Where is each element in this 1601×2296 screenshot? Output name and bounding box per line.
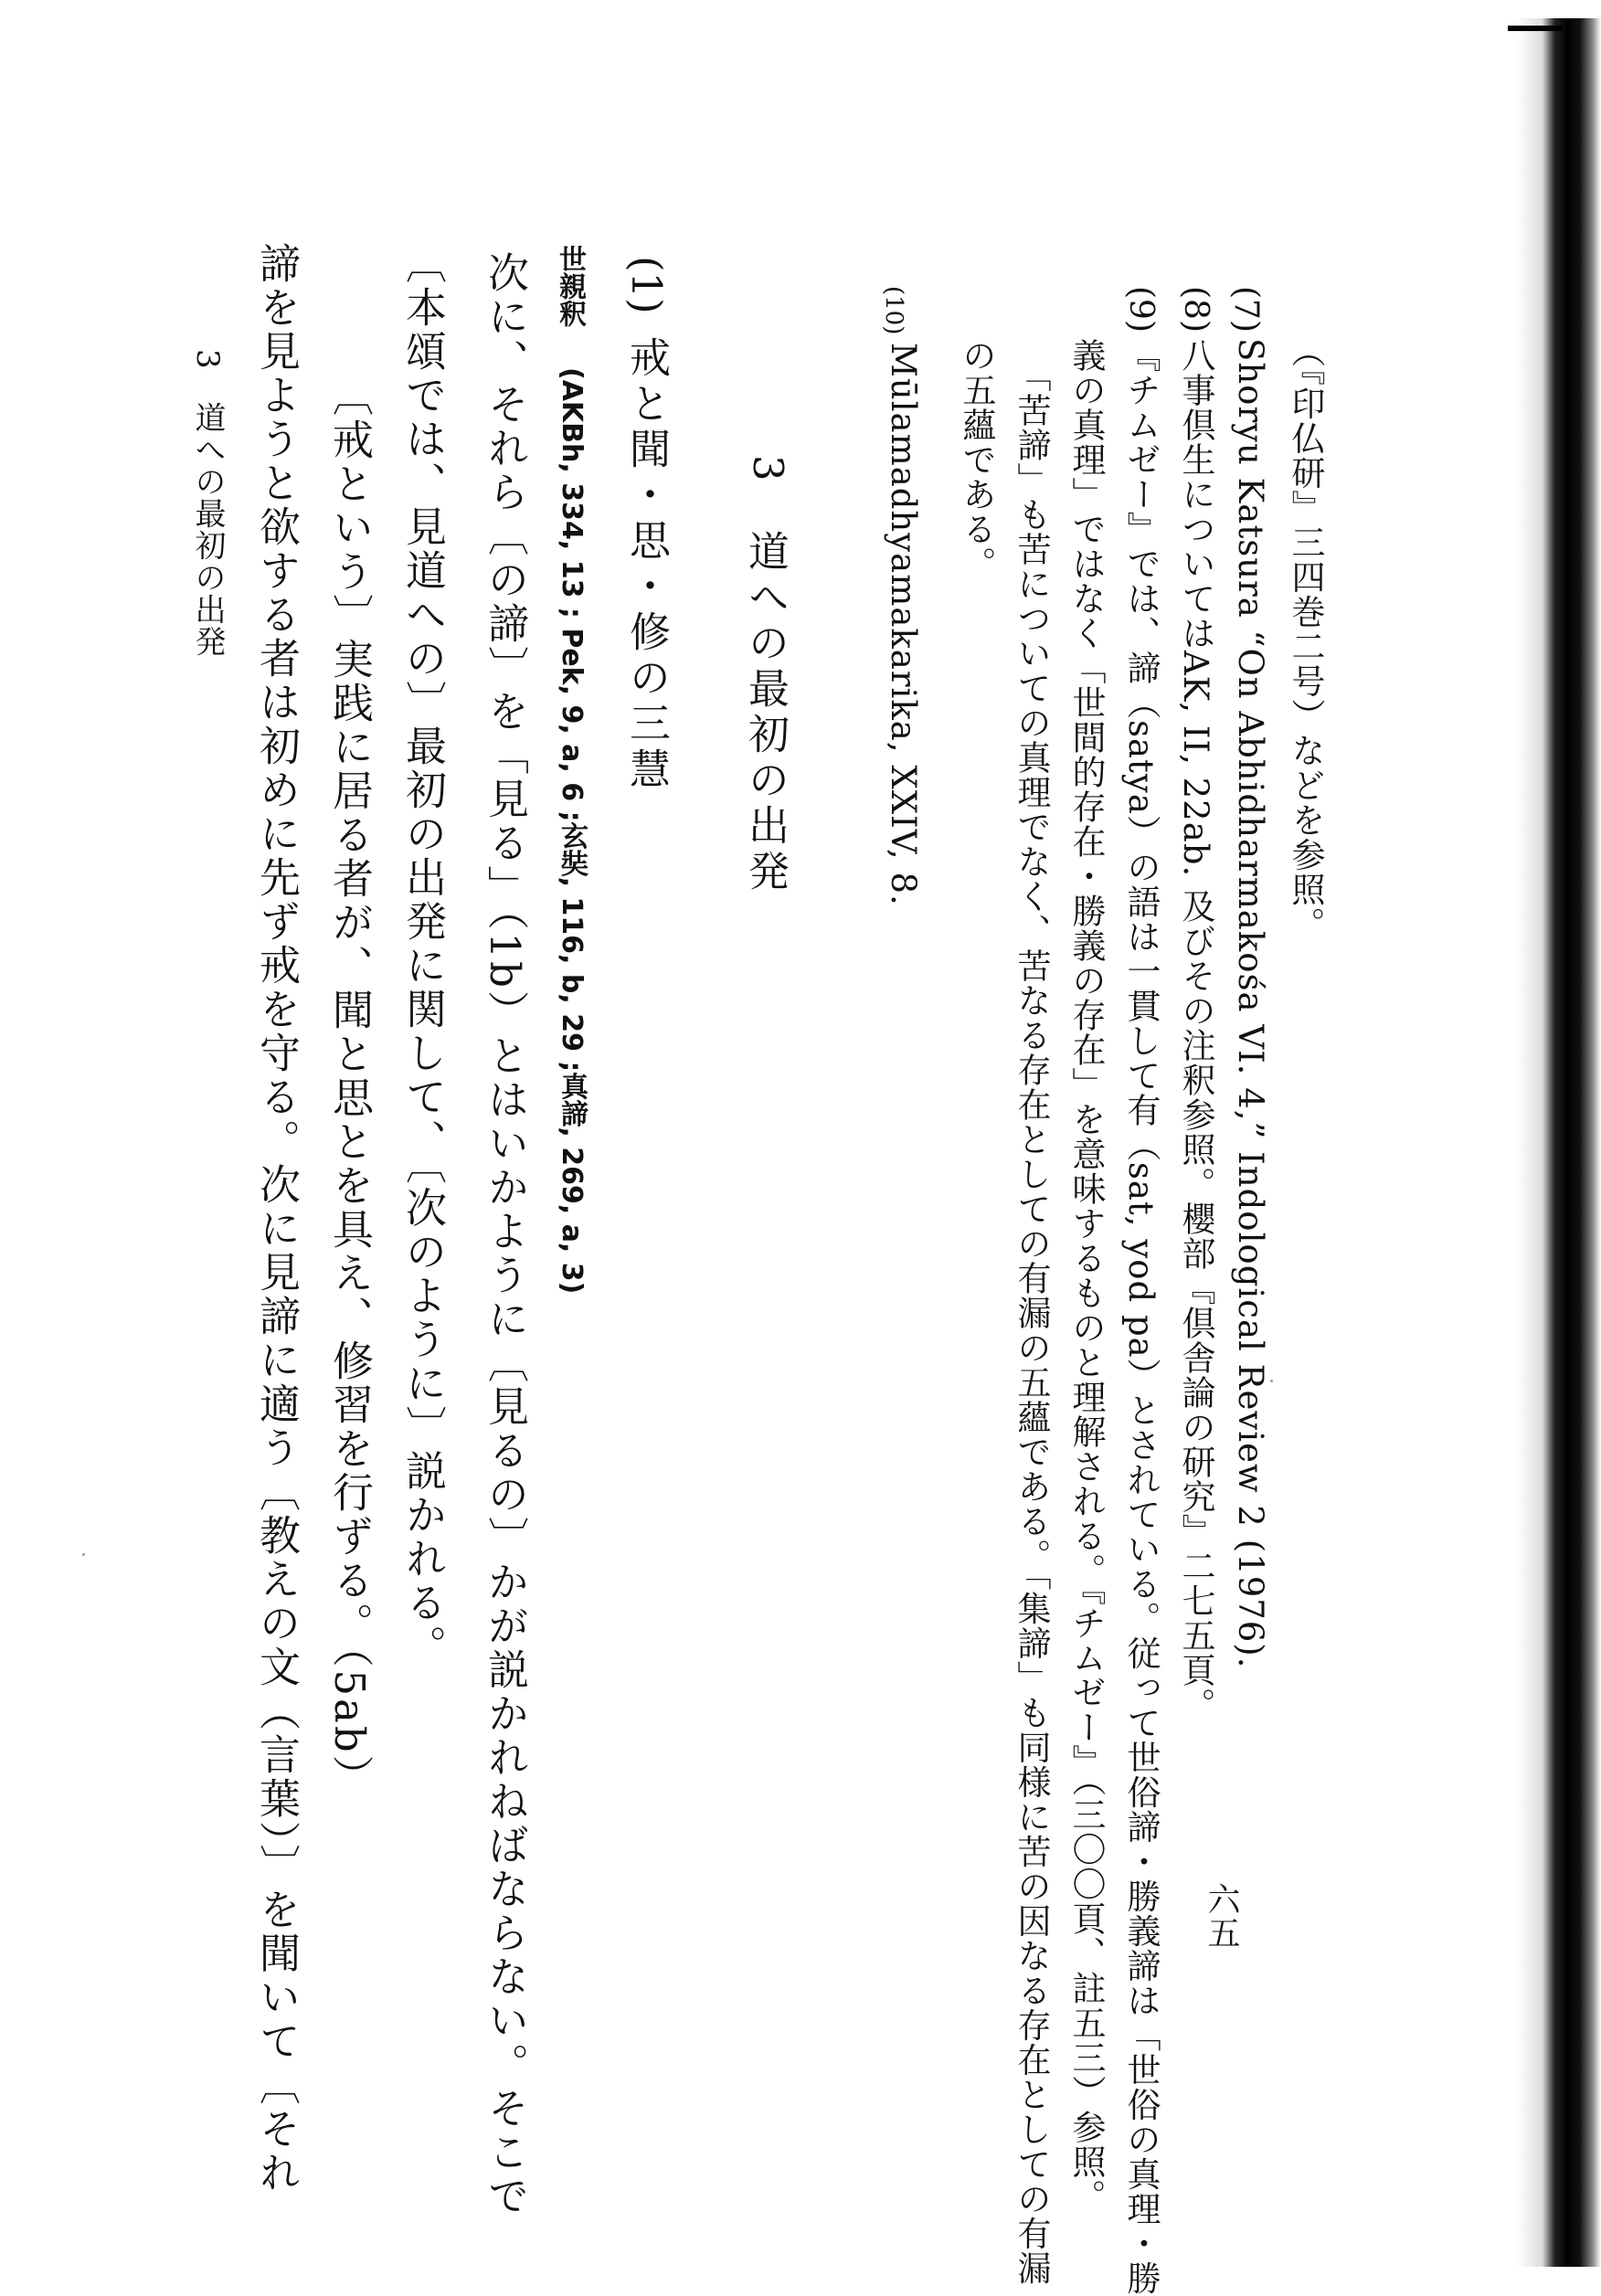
note-9-line-4: の五蘊である。 xyxy=(957,338,996,581)
section-title: 戒と聞・思・修の三慧 xyxy=(622,336,671,793)
scan-dust xyxy=(82,1553,85,1556)
chapter-title: 道への最初の出発 xyxy=(741,530,790,895)
note-8-text: 八事倶生についてはAK, II, 22ab. 及びその注釈参照。櫻部『倶舎論の研究』二七五頁。 xyxy=(1176,338,1215,1722)
note-10-label: (10) xyxy=(880,286,907,335)
page-number: 六五 xyxy=(1203,1882,1240,1950)
body-line-3: 〔戒という〕実践に居る者が、聞と思とを具え、修習を行ずる。（5ab） xyxy=(325,375,374,1799)
note-8-label: (8) xyxy=(1177,286,1214,333)
running-head: 3 道への最初の出発 xyxy=(189,349,226,658)
body-line-2: 〔本頌では、見道への〕最初の出発に関して、〔次のように〕説かれる。 xyxy=(398,242,447,1669)
note-10-text: Mūlamadhyamakarika, XXIV, 8. xyxy=(884,343,923,906)
note-9-line-1: 『チムゼー』では、諦（satya）の語は一貫して有（sat, yod pa）とされている。従って世俗諦・勝義諦は「世俗の真理・勝 xyxy=(1121,338,1161,2296)
body-line-1: 次に、それら〔の諦〕を「見る」（1b）とはいかように〔見るの〕かが説かれねばならない。そこで xyxy=(481,251,529,2218)
note-7-label: (7) xyxy=(1227,286,1265,333)
section-label: (1) xyxy=(622,256,671,314)
note-7-line-2: Shoryu Katsura “On Abhidharmakośa VI. 4,” Indological Review 2 (1976). xyxy=(1231,338,1270,1669)
scan-dust xyxy=(1270,1380,1273,1382)
chapter-number: 3 xyxy=(744,455,792,486)
scan-edge-bar xyxy=(1517,18,1601,2267)
note-9-label: (9) xyxy=(1122,286,1160,333)
note-7-line-1: （『印仏研』三四巻二号）などを参照。 xyxy=(1286,333,1325,942)
scan-edge-mark xyxy=(1508,26,1563,31)
body-line-4: 諦を見ようと欲する者は初めに先ず戒を守る。次に見諦に適う〔教えの文（言葉）〕を聞いて〔それ xyxy=(252,242,301,2195)
commentary-label: 世親釈 xyxy=(554,245,586,327)
commentary-citation: (AKBh, 334, 13 ; Pek, 9, a, 6 ;玄奘, 116, b, 29 ;真諦, 269, a, 3) xyxy=(556,367,588,1295)
note-9-line-3: 「苦諦」も苦についての真理でなく、苦なる存在としての有漏の五蘊である。「集諦」も同様に苦の因なる存在としての有漏 xyxy=(1012,358,1051,2286)
note-9-line-2: 義の真理」ではなく「世間的存在・勝義の存在」を意味するものと理解される。『チムゼー』（三〇〇頁、註五三）参照。 xyxy=(1066,338,1106,2214)
